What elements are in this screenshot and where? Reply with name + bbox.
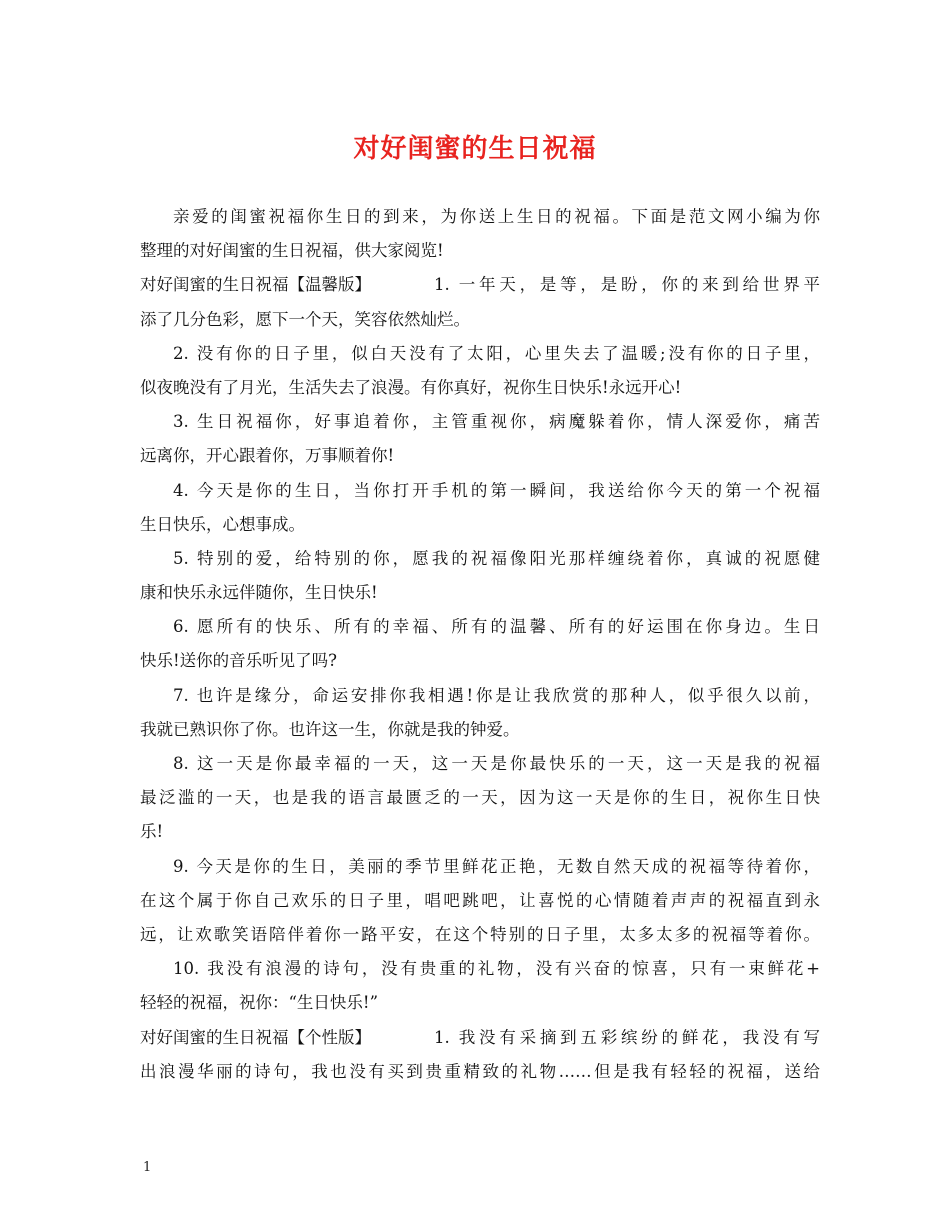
wish-6-line-1: 6. 愿所有的快乐、所有的幸福、所有的温馨、所有的好运围在你身边。生日 [173, 617, 820, 637]
wish-7-line-2: 我就已熟识你了你。也许这一生，你就是我的钟爱。 [140, 719, 520, 739]
wish-8-line-3: 乐! [140, 822, 164, 842]
wish-6-line-2: 快乐!送你的音乐听见了吗? [140, 651, 337, 671]
wish-1-line-1: 1. 一年天，是等，是盼，你的来到给世界平 [434, 275, 820, 295]
wish-10-line-2: 轻轻的祝福，祝你：“生日快乐!” [140, 993, 379, 1013]
wish-10-line-1: 10. 我没有浪漫的诗句，没有贵重的礼物，没有兴奋的惊喜，只有一束鲜花+ [173, 959, 820, 979]
section-heading-warm [140, 268, 820, 302]
wish-3-line-1: 3. 生日祝福你，好事追着你，主管重视你，病魔躲着你，情人深爱你，痛苦 [173, 412, 820, 432]
intro-line-1: 亲爱的闺蜜祝福你生日的到来，为你送上生日的祝福。下面是范文网小编为你 [173, 207, 820, 226]
intro-line-2: 整理的对好闺蜜的生日祝福，供大家阅览! [140, 241, 444, 261]
wish-9-line-3: 远，让欢歌笑语陪伴着你一路平安，在这个特别的日子里，太多太多的祝福等着你。 [140, 924, 820, 944]
personal-wish-1-line-1: 1. 我没有采摘到五彩缤纷的鲜花，我没有写 [434, 1027, 820, 1047]
wish-4-line-2: 生日快乐，心想事成。 [140, 514, 305, 534]
wish-5-line-2: 康和快乐永远伴随你，生日快乐! [140, 583, 378, 603]
wish-2-line-1: 2. 没有你的日子里，似白天没有了太阳，心里失去了温暖;没有你的日子里， [173, 343, 820, 363]
wish-5-line-1: 5. 特别的爱，给特别的你，愿我的祝福像阳光那样缠绕着你，真诚的祝愿健 [173, 548, 820, 568]
wish-8-line-1: 8. 这一天是你最幸福的一天，这一天是你最快乐的一天，这一天是我的祝福 [173, 754, 820, 773]
page-number: 1 [143, 1160, 152, 1175]
section-heading-personal [140, 1021, 820, 1055]
wish-9-line-1: 9. 今天是你的生日，美丽的季节里鲜花正艳，无数自然天成的祝福等待着你， [173, 856, 820, 876]
personal-wish-1-line-2: 出浪漫华丽的诗句，我也没有买到贵重精致的礼物……但是我有轻轻的祝福，送给 [140, 1061, 820, 1081]
wish-1-line-2: 添了几分色彩，愿下一个天，笑容依然灿烂。 [140, 309, 470, 329]
section-heading-warm-label: 对好闺蜜的生日祝福【温馨版】 [140, 275, 371, 295]
wish-2-line-2: 似夜晚没有了月光，生活失去了浪漫。有你真好，祝你生日快乐!永远开心! [140, 377, 682, 397]
document-body [140, 200, 820, 1089]
section-heading-personal-label: 对好闺蜜的生日祝福【个性版】 [140, 1027, 371, 1047]
wish-9-line-2: 在这个属于你自己欢乐的日子里，唱吧跳吧，让喜悦的心情随着声声的祝福直到永 [140, 890, 820, 910]
wish-8-line-2: 最泛滥的一天，也是我的语言最匮乏的一天，因为这一天是你的生日，祝你生日快 [140, 788, 820, 808]
wish-7-line-1: 7. 也许是缘分，命运安排你我相遇!你是让我欣赏的那种人，似乎很久以前， [173, 685, 820, 705]
wish-4-line-1: 4. 今天是你的生日，当你打开手机的第一瞬间，我送给你今天的第一个祝福 [173, 480, 820, 500]
document-title: 对好闺蜜的生日祝福 [353, 134, 597, 164]
wish-3-line-2: 远离你，开心跟着你，万事顺着你! [140, 446, 395, 466]
